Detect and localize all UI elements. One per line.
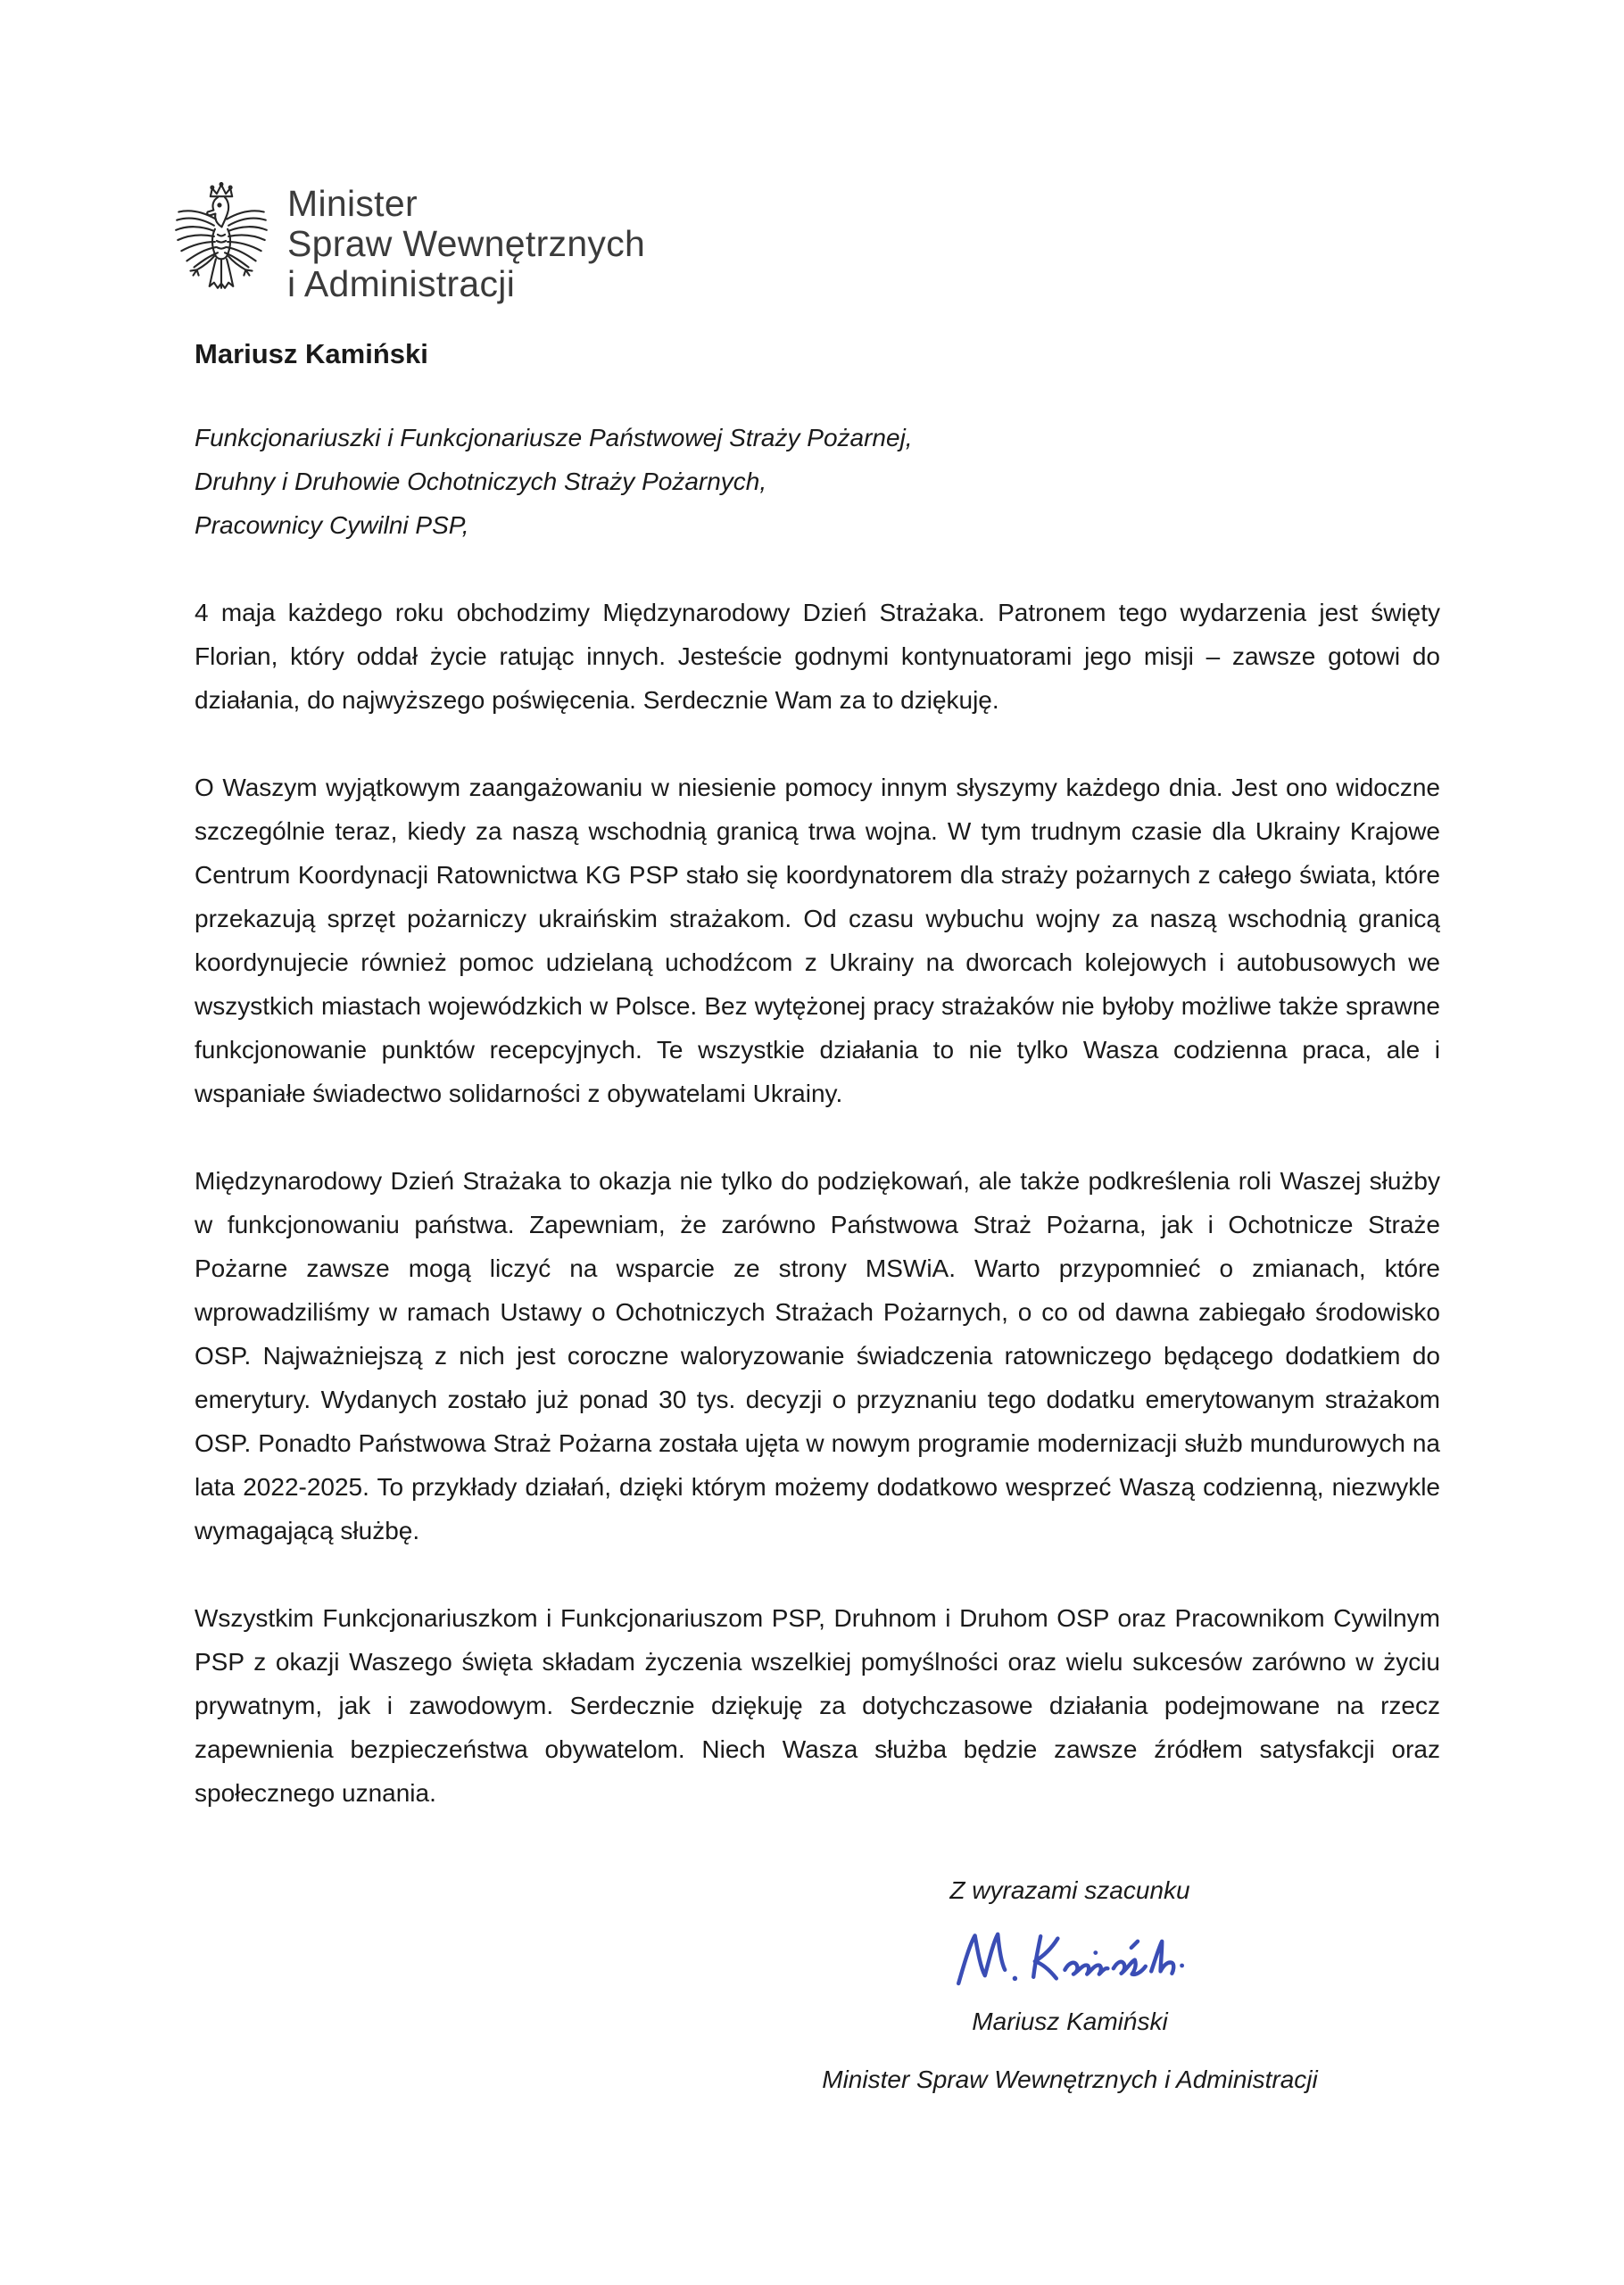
salutation-line-1: Funkcjonariuszki i Funkcjonariusze Państwowej Straży Pożarnej, [195,424,913,451]
paragraph-3: Międzynarodowy Dzień Strażaka to okazja nie tylko do podziękowań, ale także podkreślenia roli Waszej służby w funkcjonowaniu państwa. Zapewniam, że zarówno Państwowa Straż Pożarna, jak i Ochotnicze Straże Pożarne zawsze mogą liczyć na wsparcie ze strony MSWiA. Warto przypomnieć o zmianach, które wprowadziliśmy w ramach Ustawy o Ochotniczych Strażach Pożarnych, o co od dawna zabiegało środowisko OSP. Najważniejszą z nich jest coroczne waloryzowanie świadczenia ratowniczego będącego dodatkiem do emerytury. Wydanych zostało już ponad 30 tys. decyzji o przyznaniu tego dodatku emerytowanym strażakom OSP. Ponadto Państwowa Straż Pożarna została ujęta w nowym programie modernizacji służb mundurowych na lata 2022-2025. To przykłady działań, dzięki którym możemy dodatkowo wesprzeć Waszą codzienną, niezwykle wymagającą służbę. [195,1167,1440,1544]
salutation-line-2: Druhny i Druhowie Ochotniczych Straży Pożarnych, [195,468,767,495]
signer-title: Minister Spraw Wewnętrznych i Administracji [822,2066,1318,2093]
signer-name: Mariusz Kamiński [972,2008,1168,2035]
paragraph-4: Wszystkim Funkcjonariuszkom i Funkcjonariuszom PSP, Druhnom i Druhom OSP oraz Pracownikom Cywilnym PSP z okazji Waszego święta składam życzenia wszelkiej pomyślności oraz wielu sukcesów zarówno w życiu prywatnym, jak i zawodowym. Serdecznie dziękuję za dotychczasowe działania podejmowane na rzecz zapewnienia bezpieczeństwa obywatelom. Niech Wasza służba będzie zawsze źródłem satysfakcji oraz społecznego uznania. [195,1604,1440,1807]
ministry-name-line-3: i Administracji [287,263,516,304]
polish-eagle-emblem-icon [173,182,269,300]
salutation-line-3: Pracownicy Cywilni PSP, [195,511,469,539]
ministry-name-line-1: Minister [287,183,418,224]
ministry-name-line-2: Spraw Wewnętrznych [287,223,646,264]
salutation [195,416,1440,547]
handwritten-signature [920,1926,1220,1994]
paragraph-1: 4 maja każdego roku obchodzimy Międzynarodowy Dzień Strażaka. Patronem tego wydarzenia jest święty Florian, który oddał życie ratując innych. Jesteście godnymi kontynuatorami jego misji – zawsze gotowi do działania, do najwyższego poświęcenia. Serdecznie Wam za to dziękuję. [195,599,1440,714]
paragraph-2: O Waszym wyjątkowym zaangażowaniu w niesienie pomocy innym słyszymy każdego dnia. Jest ono widoczne szczególnie teraz, kiedy za naszą wschodnią granicą trwa wojna. W tym trudnym czasie dla Ukrainy Krajowe Centrum Koordynacji Ratownictwa KG PSP stało się koordynatorem dla straży pożarnych z całego świata, które przekazują sprzęt pożarniczy ukraińskim strażakom. Od czasu wybuchu wojny za naszą wschodnią granicą koordynujecie również pomoc udzielaną uchodźcom z Ukrainy na dworcach kolejowych i autobusowych we wszystkich miastach wojewódzkich w Polsce. Bez wytężonej pracy strażaków nie byłoby możliwe także sprawne funkcjonowanie punktów recepcyjnych. Te wszystkie działania to nie tylko Wasza codzienna praca, ale i wspaniałe świadectwo solidarności z obywatelami Ukrainy. [195,774,1440,1107]
letter-header [173,182,645,304]
sender-name: Mariusz Kamiński [195,338,428,369]
closing-block [762,1868,1378,2101]
letter-content [195,337,1440,2101]
closing-phrase: Z wyrazami szacunku [949,1876,1190,1904]
ministry-name [287,184,645,304]
